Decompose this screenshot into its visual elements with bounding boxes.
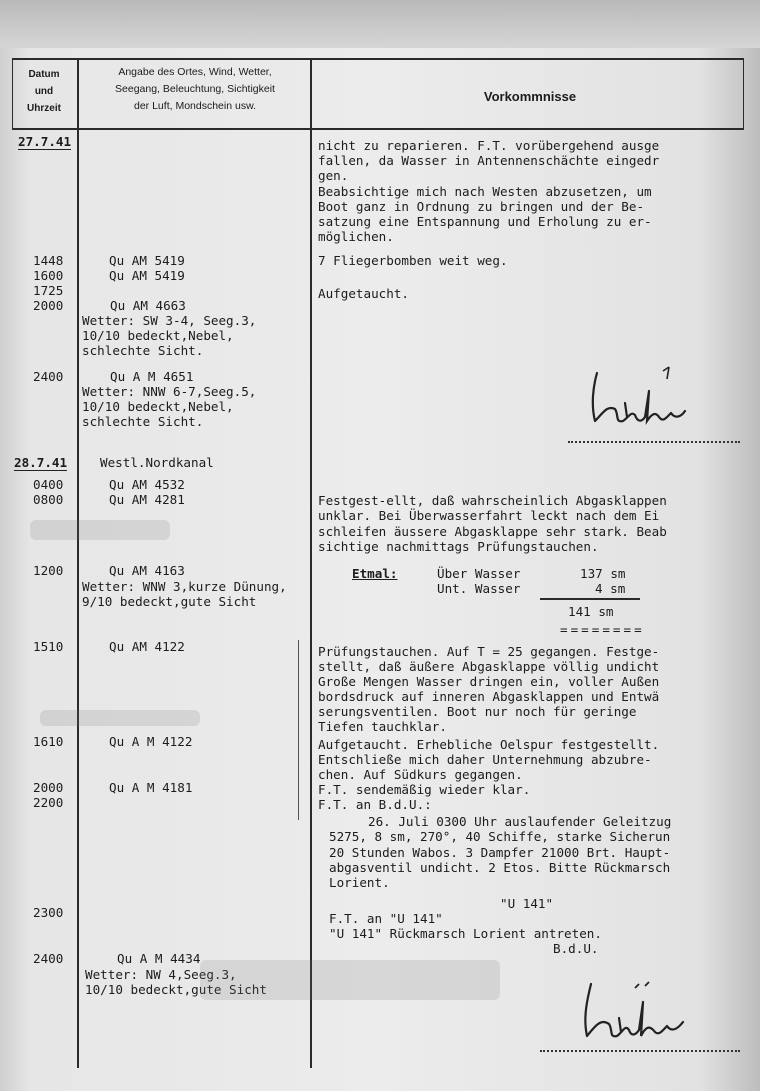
header-ort — [82, 64, 308, 115]
place-qu-am-4651: Qu A M 4651 — [110, 369, 194, 384]
etmal-double-rule: ======== — [560, 622, 645, 637]
etmal-unter-wasser-label: Unt. Wasser — [437, 581, 521, 596]
entry-line: Boot ganz in Ordnung zu bringen und der Be- — [318, 199, 645, 214]
page-top-shadow — [0, 0, 760, 48]
entry-line: F.T. sendemäßig wieder klar. — [318, 782, 531, 797]
header-datum-line1: Datum — [28, 69, 60, 80]
etmal-ueber-wasser-label: Über Wasser — [437, 566, 521, 581]
place-qu-am-4434: Qu A M 4434 — [117, 951, 201, 966]
header-vorkommnisse: Vorkommnisse — [483, 89, 577, 104]
column-divider-left-edge — [12, 58, 13, 130]
weather-line: schlechte Sicht. — [82, 343, 204, 358]
entry-line: F.T. an "U 141" — [329, 911, 443, 926]
entry-line: sichtige nachmittags Prüfungstauchen. — [318, 539, 599, 554]
time-2200: 2200 — [33, 795, 64, 810]
etmal-unter-wasser-value: 4 sm — [595, 581, 626, 596]
place-qu-am-4163: Qu AM 4163 — [109, 563, 185, 578]
entry-line: schleifen äussere Abgasklappe sehr stark. Beab — [318, 524, 667, 539]
header-datum-line2: und — [34, 86, 54, 97]
place-qu-am-5419: Qu AM 5419 — [109, 253, 185, 268]
place-qu-am-4532: Qu AM 4532 — [109, 477, 185, 492]
entry-line: Prüfungstauchen. Auf T = 25 gegangen. Festge- — [318, 644, 660, 659]
entry-line: Lorient. — [329, 875, 390, 890]
place-qu-am-4663: Qu AM 4663 — [110, 298, 186, 313]
time-1448: 1448 — [33, 253, 64, 268]
entry-line: 7 Fliegerbomben weit weg. — [318, 253, 508, 268]
entry-line: 20 Stunden Wabos. 3 Dampfer 21000 Brt. Haupt- — [329, 845, 671, 860]
weather-line: Wetter: NNW 6-7,Seeg.5, — [82, 384, 257, 399]
entry-line: B.d.U. — [553, 941, 599, 956]
entry-line: abgasventil undicht. 2 Etos. Bitte Rückmarsch — [329, 860, 671, 875]
header-top-rule — [12, 58, 744, 60]
header-ort-line1: Angabe des Ortes, Wind, Wetter, — [118, 66, 272, 78]
column-divider-ort — [310, 58, 312, 1068]
scan-smudge — [40, 710, 200, 726]
weather-line: Wetter: WNW 3,kurze Dünung, — [82, 579, 287, 594]
time-0400: 0400 — [33, 477, 64, 492]
time-2000-b: 2000 — [33, 780, 64, 795]
entry-line: gen. — [318, 168, 349, 183]
place-qu-am-4181: Qu A M 4181 — [109, 780, 193, 795]
entry-line: "U 141" — [500, 896, 554, 911]
entry-line: "U 141" Rückmarsch Lorient antreten. — [329, 926, 602, 941]
header-datum — [14, 66, 74, 117]
weather-line: Wetter: NW 4,Seeg.3, — [85, 967, 237, 982]
date-28-7-41: 28.7.41 — [14, 455, 68, 470]
etmal-total: 141 sm — [568, 604, 614, 619]
etmal-ueber-wasser-value: 137 sm — [580, 566, 626, 581]
entry-line: 26. Juli 0300 Uhr auslaufender Geleitzug — [368, 814, 672, 829]
place-qu-am-4281: Qu AM 4281 — [109, 492, 185, 507]
entry-line: fallen, da Wasser in Antennenschächte eingedr — [318, 153, 660, 168]
weather-line: Wetter: SW 3-4, Seeg.3, — [82, 313, 257, 328]
time-2400-b: 2400 — [33, 951, 64, 966]
etmal-label: Etmal: — [352, 566, 398, 581]
entry-line: serungsventilen. Boot nur noch für geringe — [318, 704, 637, 719]
entry-line: 5275, 8 sm, 270°, 40 Schiffe, starke Sicherun — [329, 829, 671, 844]
header-bottom-rule — [12, 128, 744, 130]
weather-line: 10/10 bedeckt,gute Sicht — [85, 982, 267, 997]
column-divider-right-edge — [743, 58, 744, 130]
entry-line: nicht zu reparieren. F.T. vorübergehend ausge — [318, 138, 660, 153]
weather-line: 10/10 bedeckt,Nebel, — [82, 399, 234, 414]
time-1510: 1510 — [33, 639, 64, 654]
time-2400: 2400 — [33, 369, 64, 384]
header-datum-line3: Uhrzeit — [27, 103, 61, 114]
time-1610: 1610 — [33, 734, 64, 749]
place-qu-am-4122-b: Qu A M 4122 — [109, 734, 193, 749]
place-qu-am-5419-b: Qu AM 5419 — [109, 268, 185, 283]
time-1200: 1200 — [33, 563, 64, 578]
time-2300: 2300 — [33, 905, 64, 920]
place-westl-nordkanal: Westl.Nordkanal — [100, 455, 214, 470]
weather-line: 9/10 bedeckt,gute Sicht — [82, 594, 257, 609]
weather-line: 10/10 bedeckt,Nebel, — [82, 328, 234, 343]
commander-signature-1 — [585, 365, 695, 435]
time-1725: 1725 — [33, 283, 64, 298]
time-1600: 1600 — [33, 268, 64, 283]
column-divider-datum — [77, 58, 79, 1068]
entry-line: chen. Auf Südkurs gegangen. — [318, 767, 523, 782]
scan-smudge — [30, 520, 170, 540]
entry-line: Entschließe mich daher Unternehmung abzubre- — [318, 752, 652, 767]
header-ort-line3: der Luft, Mondschein usw. — [134, 100, 256, 112]
entry-line: Aufgetaucht. — [318, 286, 409, 301]
signature-dotted-line — [540, 1050, 740, 1052]
place-qu-am-4122: Qu AM 4122 — [109, 639, 185, 654]
entry-line: Festgest-ellt, daß wahrscheinlich Abgasklappen — [318, 493, 667, 508]
date-27-7-41: 27.7.41 — [18, 134, 72, 149]
time-0800: 0800 — [33, 492, 64, 507]
entry-line: unklar. Bei Überwasserfahrt leckt nach dem Ei — [318, 508, 660, 523]
entry-line: F.T. an B.d.U.: — [318, 797, 432, 812]
margin-rule — [298, 640, 299, 820]
scan-smudge — [200, 960, 500, 1000]
entry-line: satzung eine Entspannung und Erholung zu er- — [318, 214, 652, 229]
signature-dotted-line — [568, 441, 740, 443]
entry-line: bordsdruck auf inneren Abgasklappen und Entwä — [318, 689, 660, 704]
entry-line: Tiefen tauchklar. — [318, 719, 447, 734]
entry-line: möglichen. — [318, 229, 394, 244]
etmal-sum-rule — [540, 598, 640, 600]
entry-line: stellt, daß äußere Abgasklappe völlig undicht — [318, 659, 660, 674]
time-2000: 2000 — [33, 298, 64, 313]
entry-line: Beabsichtige mich nach Westen abzusetzen, um — [318, 184, 652, 199]
entry-line: Große Mengen Wasser dringen ein, voller Außen — [318, 674, 660, 689]
commander-signature-2 — [575, 978, 695, 1048]
weather-line: schlechte Sicht. — [82, 414, 204, 429]
entry-line: Aufgetaucht. Erhebliche Oelspur festgestellt. — [318, 737, 660, 752]
header-ort-line2: Seegang, Beleuchtung, Sichtigkeit — [115, 83, 275, 95]
